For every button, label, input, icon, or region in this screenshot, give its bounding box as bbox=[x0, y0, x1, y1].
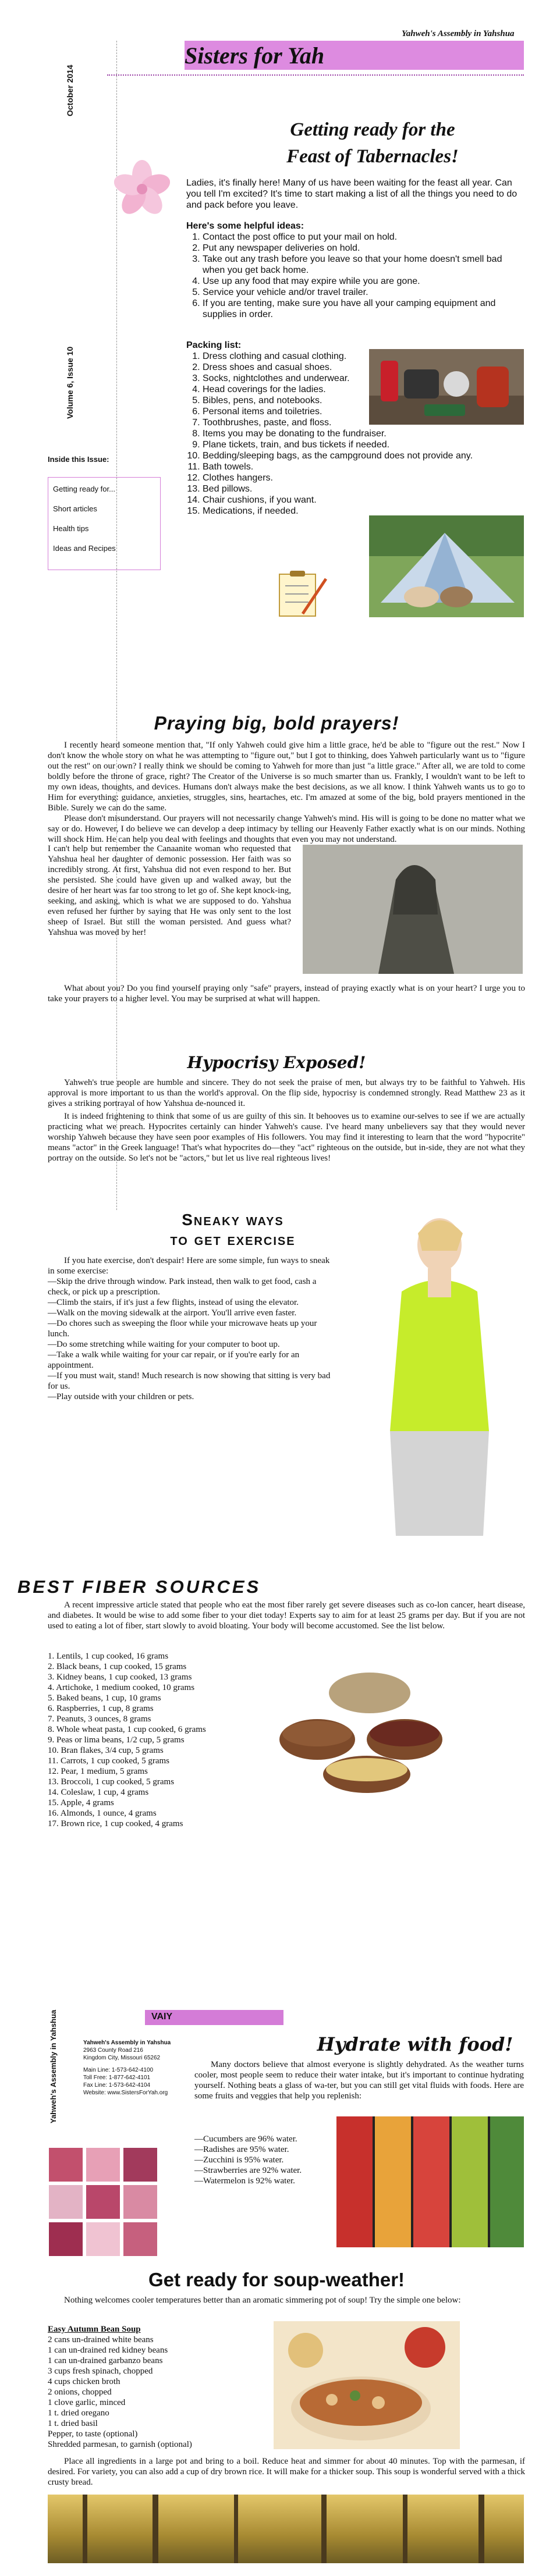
hydrate-intro: Many doctors believe that almost everyone is slightly dehydrated. As the weather turns cooler, most people seem to reduce their water intake, but it's important to continue hydrating yourself. Nothing beats a glass of wa-ter, but you can still get vital fluids with foods. Here are some fruits and veggies that help you replenish: bbox=[194, 2060, 524, 2101]
feast-heading-line2: Feast of Tabernacles! bbox=[286, 146, 459, 167]
praying-p1: I recently heard someone mention that, "If only Yahweh could give him a little grace, he'd be able to "figure out the rest." Now I don't know the whole story on what he was attempting to "figure out," but I got to thinking, does Yahweh particularly want us to "figure out the rest" on our own? I really think we should be coming to Yahweh for more than just "a little grace." After all, we are told to come boldly before the throne of grace, right? The Creator of the Universe is so much smarter than us. Frankly, I wouldn't want to be left to my own ideas, thoughts, and devices. Humans don't always make the best decisions, as we all know. I think Yahweh wants us to go to Him for everything: guidance, anxieties, struggles, sins, heartaches, etc. I'm amazed at some of the big, bold prayers mentioned in the Bible. Surely we can do the same. bbox=[48, 741, 525, 813]
contact-line: Website: www.SistersForYah.org bbox=[83, 2090, 168, 2096]
praying-heading: Praying big, bold prayers! bbox=[154, 713, 399, 734]
ingredient-item: Pepper, to taste (optional) bbox=[48, 2429, 138, 2439]
fiber-item: 12. Pear, 1 medium, 5 grams bbox=[48, 1767, 148, 1776]
praying-woman-photo bbox=[303, 845, 523, 974]
packing-item: 1. Dress clothing and casual clothing. bbox=[203, 351, 524, 362]
ideas-title: Here's some helpful ideas: bbox=[186, 221, 304, 231]
ingredient-item: 4 cups chicken broth bbox=[48, 2377, 120, 2386]
dotted-divider bbox=[107, 74, 524, 76]
praying-p4: What about you? Do you find yourself praying only "safe" prayers, instead of praying exactly what is on your heart? I urge you to take your prayers to a higher level. You may be surprised at what will happen. bbox=[48, 984, 525, 1004]
hypocrisy-p2: It is indeed frightening to think that some of us are guilty of this sin. It behooves us to examine our-selves to see if we are actually practicing what we preach. Hypocrites certainly can hinder Yahweh's cause. I've heard many unbelievers say that they would never worship Yahweh because they have seen poor examples of His followers. You may find it interesting to learn that the word "hypocrite" means "actor" in the Greek language! That's what hypocrites do—they "act" righteous on the outside, but in-side, they are not what they portray on the outside. So let's not be "actors," but let us live real righteous lives! bbox=[48, 1112, 525, 1163]
fiber-item: 2. Black beans, 1 cup cooked, 15 grams bbox=[48, 1662, 187, 1671]
ingredient-item: 1 can un-drained garbanzo beans bbox=[48, 2356, 163, 2365]
hydrate-item: —Watermelon is 92% water. bbox=[194, 2176, 295, 2186]
ingredient-item: 1 clove garlic, minced bbox=[48, 2398, 126, 2407]
sneaky-item: —Play outside with your children or pets. bbox=[48, 1392, 194, 1401]
fiber-item: 10. Bran flakes, 3/4 cup, 5 grams bbox=[48, 1746, 164, 1755]
sneaky-item: —Walk on the moving sidewalk at the airport. You'll arrive even faster. bbox=[48, 1308, 297, 1318]
recipe-title: Easy Autumn Bean Soup bbox=[48, 2325, 141, 2334]
address-block bbox=[83, 2039, 171, 2097]
contact-line: Toll Free: 1-877-642-4101 bbox=[83, 2075, 151, 2081]
jogging-woman-photo bbox=[355, 1210, 524, 1536]
hydrate-item: —Strawberries are 92% water. bbox=[194, 2166, 302, 2175]
fiber-item: 16. Almonds, 1 ounce, 4 grams bbox=[48, 1809, 157, 1818]
packing-item: 10. Bedding/sleeping bags, as the campground does not provide any. bbox=[203, 450, 524, 461]
packing-item: 12. Clothes hangers. bbox=[203, 472, 524, 483]
newsletter-title: Sisters for Yah bbox=[185, 42, 325, 69]
hydrate-item: —Radishes are 95% water. bbox=[194, 2145, 289, 2154]
packing-item: 8. Items you may be donating to the fundraiser. bbox=[203, 428, 524, 439]
sneaky-list bbox=[48, 1276, 332, 1402]
hydrate-item: —Zucchini is 95% water. bbox=[194, 2155, 284, 2165]
sneaky-heading-line2: to get exercise bbox=[170, 1230, 296, 1248]
tent-photo bbox=[369, 515, 524, 617]
pink-flower-icon bbox=[114, 157, 170, 221]
soup-recipe bbox=[48, 2324, 292, 2450]
address-line: Kingdom City, Missouri 65262 bbox=[83, 2055, 161, 2061]
soup-bowl-photo bbox=[274, 2321, 460, 2449]
fiber-intro: A recent impressive article stated that people who eat the most fiber rarely get severe diseases such as co-lon cancer, heart disease, and diabetes. It would be wise to add some fiber to your diet today! Experts say to aim for at least 25 grams per day. But if you are not used to eating a lot of fiber, start slowly to avoid bloating. Your body will become accustomed. See the list below. bbox=[48, 1600, 525, 1631]
soup-heading: Get ready for soup-weather! bbox=[148, 2269, 405, 2290]
helpful-ideas bbox=[186, 221, 524, 320]
fiber-item: 14. Coleslaw, 1 cup, 4 grams bbox=[48, 1788, 149, 1797]
fiber-item: 4. Artichoke, 1 medium cooked, 10 grams bbox=[48, 1683, 195, 1692]
feast-heading-line1: Getting ready for the bbox=[290, 119, 455, 140]
fiber-item: 1. Lentils, 1 cup cooked, 16 grams bbox=[48, 1652, 169, 1661]
fruits-veggies-photo bbox=[336, 2116, 524, 2247]
ministry-name: Yahweh's Assembly in Yahshua bbox=[402, 29, 515, 38]
fiber-item: 5. Baked beans, 1 cup, 10 grams bbox=[48, 1693, 161, 1703]
ideas-list bbox=[186, 232, 524, 320]
sneaky-item: —Skip the drive through window. Park instead, then walk to get food, cash a check, or pick up a prescription. bbox=[48, 1277, 317, 1297]
ingredient-item: 3 cups fresh spinach, chopped bbox=[48, 2367, 153, 2376]
beans-bowls-photo bbox=[274, 1670, 454, 1795]
address-line: 2963 County Road 216 bbox=[83, 2047, 143, 2054]
ingredient-item: 2 onions, chopped bbox=[48, 2388, 112, 2397]
idea-item: 3. Take out any trash before you leave so that your home doesn't smell bad when you get back home. bbox=[203, 254, 524, 276]
camping-gear-photo bbox=[369, 349, 524, 425]
hypocrisy-p1: Yahweh's true people are humble and sincere. They do not seek the praise of men, but always try to be faithful to Yahweh. His approval is more important to us than the world's approval. On the flip side, hypocrisy is condemned strongly. Read Matthew 23 as it gives a striking portrayal of how Yahshua de-nounced it. bbox=[48, 1078, 525, 1108]
packing-item: 4. Head coverings for the ladies. bbox=[203, 384, 524, 395]
feast-heading bbox=[221, 116, 524, 170]
vaty-label: VAIY bbox=[151, 2012, 173, 2022]
hypocrisy-article bbox=[48, 1077, 525, 1164]
idea-item: 1. Contact the post office to put your mail on hold. bbox=[203, 232, 524, 243]
ingredient-item: 2 cans un-drained white beans bbox=[48, 2335, 154, 2344]
packing-title: Packing list: bbox=[186, 340, 242, 350]
packing-item: 9. Plane tickets, train, and bus tickets if needed. bbox=[203, 439, 524, 450]
inside-issue-label: Inside this Issue: bbox=[48, 455, 109, 464]
ingredients-list bbox=[48, 2335, 292, 2450]
packing-item: 11. Bath towels. bbox=[203, 461, 524, 472]
packing-item: 13. Bed pillows. bbox=[203, 483, 524, 494]
page2-vertical-title: Yahweh's Assembly in Yahshua bbox=[49, 2009, 58, 2123]
soup-directions: Place all ingredients in a large pot and bring to a boil. Reduce heat and simmer for about 40 minutes. Top with the parmesan, if desired. For variety, you can also add a cup of dry brown rice. It will make for a thicker soup. This soup is wonderful served with a thick crusty bread. bbox=[48, 2457, 525, 2487]
fiber-item: 11. Carrots, 1 cup cooked, 5 grams bbox=[48, 1756, 169, 1766]
sneaky-heading bbox=[111, 1210, 355, 1250]
contact-line: Fax Line: 1-573-642-4104 bbox=[83, 2082, 151, 2088]
sneaky-item: —Climb the stairs, if it's just a few flights, instead of using the elevator. bbox=[48, 1298, 299, 1307]
issue-volume: Volume 6, Issue 10 bbox=[65, 346, 75, 419]
fiber-item: 8. Whole wheat pasta, 1 cup cooked, 6 grams bbox=[48, 1725, 206, 1734]
fiber-item: 9. Peas or lima beans, 1/2 cup, 5 grams bbox=[48, 1735, 185, 1745]
idea-item: 4. Use up any food that may expire while you are gone. bbox=[203, 276, 524, 287]
sneaky-item: —Do some stretching while waiting for your computer to boot up. bbox=[48, 1340, 280, 1349]
ingredient-item: Shredded parmesan, to garnish (optional) bbox=[48, 2440, 192, 2449]
sneaky-intro: If you hate exercise, don't despair! Here are some simple, fun ways to sneak in some exercise: bbox=[48, 1256, 330, 1276]
toc-item: Ideas and Recipes bbox=[53, 544, 116, 553]
ingredient-item: 1 can un-drained red kidney beans bbox=[48, 2346, 168, 2355]
toc-item: Getting ready for... bbox=[53, 485, 115, 493]
fiber-list bbox=[48, 1651, 281, 1829]
fiber-heading: BEST FIBER SOURCES bbox=[17, 1577, 261, 1597]
idea-item: 5. Service your vehicle and/or travel trailer. bbox=[203, 287, 524, 298]
inside-issue-box bbox=[48, 477, 161, 570]
contact-line: Main Line: 1-573-642-4100 bbox=[83, 2067, 154, 2073]
toc-item: Short articles bbox=[53, 504, 97, 513]
sneaky-item: —If you must wait, stand! Much research is now showing that sitting is very bad for us. bbox=[48, 1371, 331, 1391]
sneaky-article bbox=[48, 1255, 332, 1402]
ingredient-item: 1 t. dried basil bbox=[48, 2419, 98, 2428]
hydrate-heading: Hydrate with food! bbox=[317, 2033, 513, 2055]
toc-item: Health tips bbox=[53, 524, 89, 533]
sneaky-heading-line1: Sneaky ways bbox=[182, 1211, 284, 1229]
fiber-item: 13. Broccoli, 1 cup cooked, 5 grams bbox=[48, 1777, 175, 1787]
packing-item: 15. Medications, if needed. bbox=[203, 506, 524, 517]
fiber-item: 15. Apple, 4 grams bbox=[48, 1798, 114, 1808]
feast-intro: Ladies, it's finally here! Many of us have been waiting for the feast all year. Can you tell I'm excited? It's time to start making a list of all the things you need to do and pack before you leave. bbox=[186, 178, 517, 210]
packing-item: 2. Dress shoes and casual shoes. bbox=[203, 362, 524, 373]
fiber-item: 6. Raspberries, 1 cup, 8 grams bbox=[48, 1704, 154, 1713]
soup-intro: Nothing welcomes cooler temperatures better than an aromatic simmering pot of soup! Try the simple one below: bbox=[64, 2296, 461, 2305]
rose-grid-photo bbox=[48, 2147, 158, 2257]
hydrate-list bbox=[194, 2134, 334, 2186]
packing-item: 14. Chair cushions, if you want. bbox=[203, 494, 524, 506]
sneaky-item: —Do chores such as sweeping the floor while your microwave heats up your lunch. bbox=[48, 1319, 317, 1339]
fiber-item: 7. Peanuts, 3 ounces, 8 grams bbox=[48, 1714, 151, 1724]
idea-item: 2. Put any newspaper deliveries on hold. bbox=[203, 243, 524, 254]
praying-p2: Please don't misunderstand. Our prayers will not necessarily change Yahweh's mind. His will is going to be done no matter what we say or do. However, I do believe we can develop a deep intimacy by telling our Heavenly Father exactly what is on our minds. Nothing will shock Him. He can help you deal with feelings and thoughts that even you may not understand. bbox=[48, 814, 525, 844]
packing-item: 7. Toothbrushes, paste, and floss. bbox=[203, 417, 524, 428]
idea-item: 6. If you are tenting, make sure you have all your camping equipment and supplies in order. bbox=[203, 298, 524, 320]
packing-item: 6. Personal items and toiletries. bbox=[203, 406, 524, 417]
fiber-item: 3. Kidney beans, 1 cup cooked, 13 grams bbox=[48, 1673, 192, 1682]
checklist-icon bbox=[274, 567, 329, 620]
hydrate-item: —Cucumbers are 96% water. bbox=[194, 2134, 297, 2144]
hypocrisy-heading: Hypocrisy Exposed! bbox=[187, 1053, 366, 1072]
packing-item: 5. Bibles, pens, and notebooks. bbox=[203, 395, 524, 406]
praying-p3: I can't help but remember the Canaanite woman who requested that Yahshua heal her daughter of demonic possession. Her faith was so incredibly strong. At first, Yahshua did not even respond to her. But she persisted. She could have given up and walked away, but the desire of her heart was far too strong to let go of. She kept knock-ing, seeking, and asking, which is what we are supposed to do. Yahshua even refused her further by saying that He was only sent to the lost sheep of Israel. But still the woman persisted. And guess what? Yahshua was moved by her! bbox=[48, 844, 291, 937]
ingredient-item: 1 t. dried oregano bbox=[48, 2408, 109, 2418]
fiber-item: 17. Brown rice, 1 cup cooked, 4 grams bbox=[48, 1819, 183, 1828]
address-line: Yahweh's Assembly in Yahshua bbox=[83, 2040, 171, 2046]
autumn-forest-photo bbox=[48, 2495, 524, 2563]
praying-article bbox=[48, 740, 525, 845]
sneaky-item: —Take a walk while waiting for your car repair, or if you're early for an appointment. bbox=[48, 1350, 300, 1370]
packing-item: 3. Socks, nightclothes and underwear. bbox=[203, 373, 524, 384]
issue-date: October 2014 bbox=[65, 65, 75, 116]
